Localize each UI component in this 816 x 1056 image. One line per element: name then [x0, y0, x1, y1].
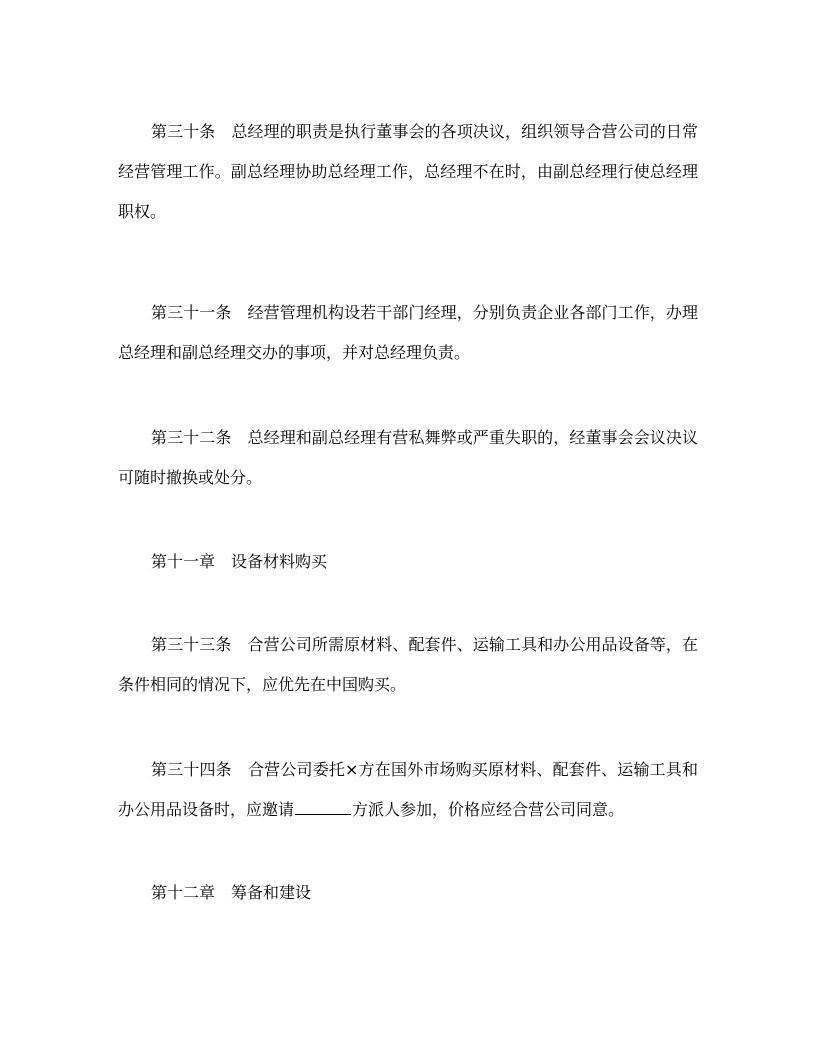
article-33: 第三十三条 合营公司所需原材料、配套件、运输工具和办公用品设备等，在条件相同的情况下，应优先在中国购买。 — [118, 635, 698, 694]
article-34-text-after-blank: 方派人参加，价格应经合营公司同意。 — [352, 800, 625, 819]
fill-in-blank-line — [295, 796, 351, 815]
article-34 — [118, 750, 698, 830]
article-30: 第三十条 总经理的职责是执行董事会的各项决议，组织领导合营公司的日常经营管理工作。副总经理协助总经理工作，总经理不在时，由副总经理行使总经理职权。 — [118, 122, 698, 221]
chapter-11-heading: 第十一章 设备材料购买 — [151, 552, 328, 571]
chapter-12-heading: 第十二章 筹备和建设 — [151, 883, 312, 902]
article-34-text-before-blank: 第三十四条 合营公司委托×方在国外市场购买原材料、配套件、运输工具和办公用品设备时，应邀请 — [118, 760, 698, 819]
article-32: 第三十二条 总经理和副总经理有营私舞弊或严重失职的，经董事会会议决议可随时撤换或处分。 — [118, 428, 698, 487]
article-31: 第三十一条 经营管理机构设若干部门经理，分别负责企业各部门工作，办理总经理和副总经理交办的事项，并对总经理负责。 — [118, 303, 698, 362]
